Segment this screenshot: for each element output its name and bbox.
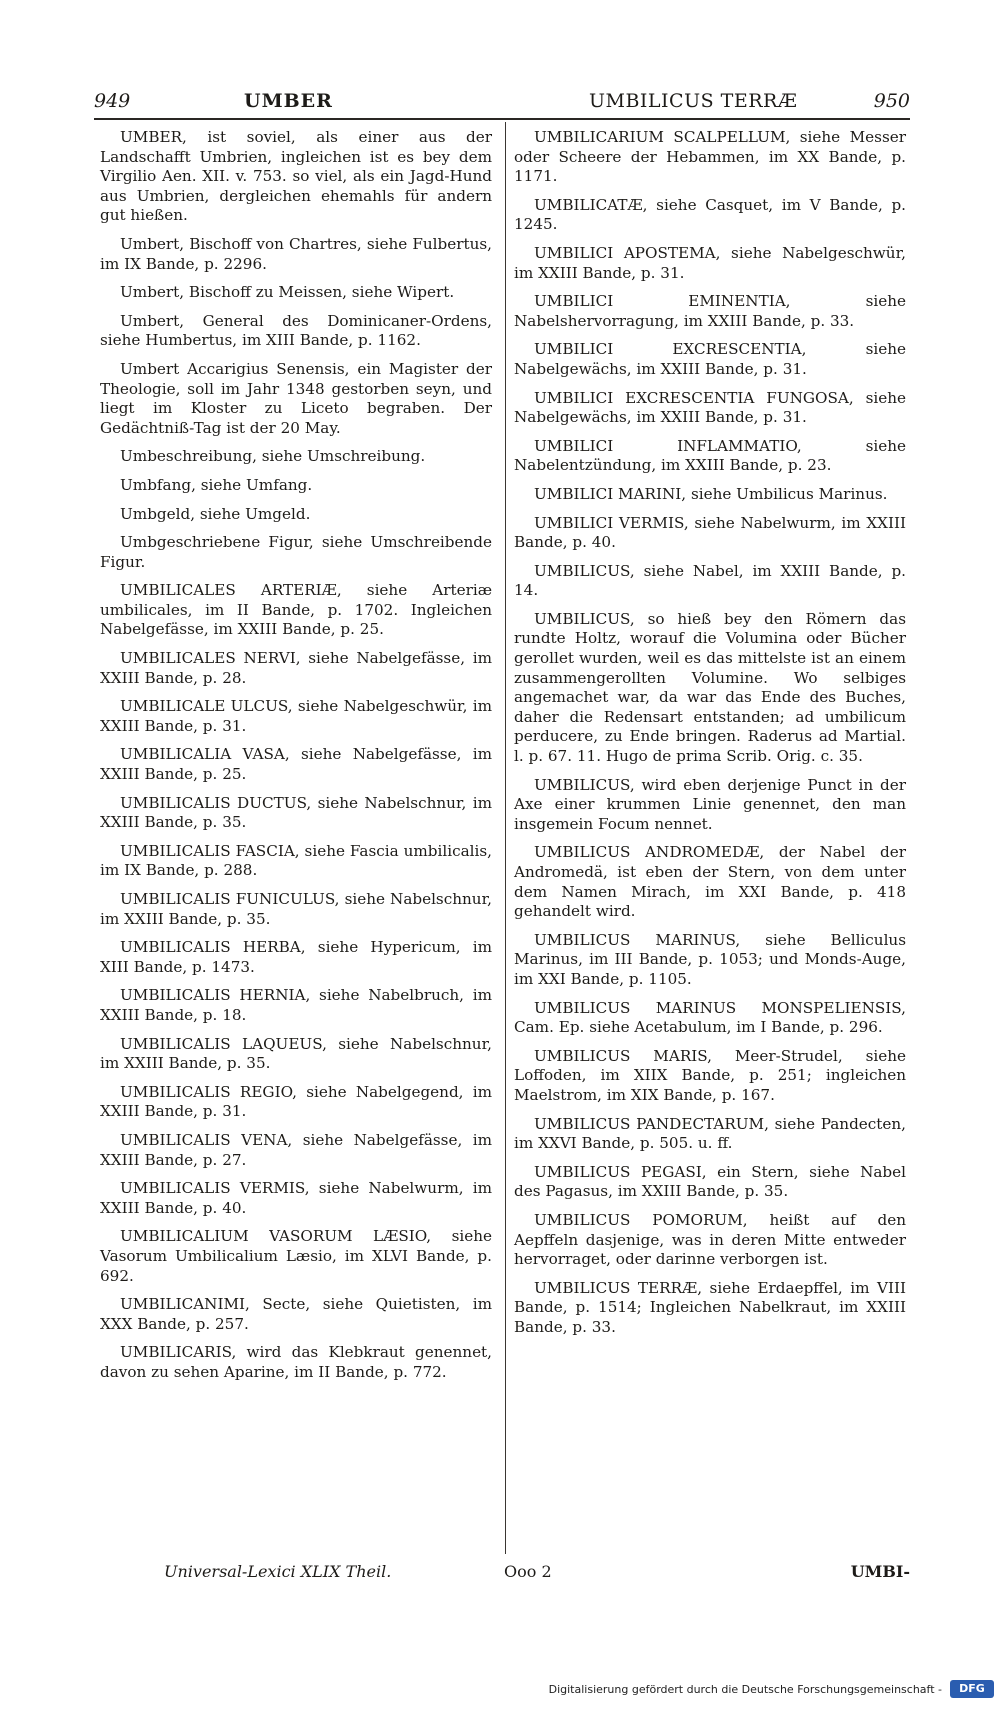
book-page (94, 80, 910, 1600)
entry-right: UMBILICI INFLAMMATIO, siehe Nabelentzündung, im XXIII Bande, p. 23. (514, 436, 906, 475)
entry-right: UMBILICI EMINENTIA, siehe Nabelshervorragung, im XXIII Bande, p. 33. (514, 292, 906, 330)
entry-right: UMBILICUS MARINUS MONSPELIENSIS, Cam. Ep. siehe Acetabulum, im I Bande, p. 296. (514, 998, 906, 1037)
running-title-left: UMBER (244, 90, 333, 112)
entry-left: UMBILICALIS REGIO, siehe Nabelgegend, im XXIII Bande, p. 31. (100, 1082, 492, 1121)
entry-right: UMBILICI VERMIS, siehe Nabelwurm, im XXIII Bande, p. 40. (514, 513, 906, 552)
running-header (94, 80, 910, 120)
entry-right: UMBILICI EXCRESCENTIA FUNGOSA, siehe Nabelgewächs, im XXIII Bande, p. 31. (514, 388, 906, 427)
entry-left: UMBILICALIS FASCIA, siehe Fascia umbilicalis, im IX Bande, p. 288. (100, 841, 492, 880)
entry-right: UMBILICUS POMORUM, heißt auf den Aepffeln dasjenige, was in deren Mitte entweder hervorraget, oder darinne verborgen ist. (514, 1210, 906, 1269)
entry-right: UMBILICUS MARIS, Meer-Strudel, siehe Loffoden, im XIIX Bande, p. 251; ingleichen Maelstrom, im XIX Bande, p. 167. (514, 1046, 906, 1104)
entry-left: UMBER, ist soviel, als einer aus der Landschafft Umbrien, ingleichen ist es bey dem Virgilio Aen. XII. v. 753. so viel, als ein Jagd-Hund aus Umbrien, dergleichen ehemahls für andern gut hießen. (100, 128, 492, 225)
entry-right: UMBILICUS, so hieß bey den Römern das rundte Holtz, worauf die Volumina oder Bücher gerollet wurden, weil es das mittelste ist an einem zusammengerollten Volumine. Wo selbiges angemachet war, da war das Ende des Buches, daher die Redensart entstanden; ad umbilicum perducere, zu Ende bringen. Raderus ad Martial. l. p. 67. 11. Hugo de prima Scrib. Orig. c. 35. (514, 609, 906, 766)
entry-right: UMBILICI APOSTEMA, siehe Nabelgeschwür, im XXIII Bande, p. 31. (514, 243, 906, 282)
page-number-right: 950 (873, 90, 910, 112)
left-column (100, 128, 492, 1391)
entry-left: Umbert, Bischoff von Chartres, siehe Fulbertus, im IX Bande, p. 2296. (100, 234, 492, 273)
digitization-credit: Digitalisierung gefördert durch die Deutsche Forschungsgemeinschaft - (548, 1683, 942, 1696)
entry-right: UMBILICUS, siehe Nabel, im XXIII Bande, p. 14. (514, 561, 906, 600)
entry-left: UMBILICALIUM VASORUM LÆSIO, siehe Vasorum Umbilicalium Læsio, im XLVI Bande, p. 692. (100, 1227, 492, 1285)
page-number-left: 949 (94, 90, 131, 112)
entry-left: Umbfang, siehe Umfang. (120, 475, 313, 494)
running-title-right: UMBILICUS TERRÆ (589, 90, 798, 112)
entry-right: UMBILICUS ANDROMEDÆ, der Nabel der Andromedä, ist eben der Stern, von dem unter dem Namen Mirach, im XXI Bande, p. 418 gehandelt wird. (514, 843, 906, 921)
entry-right: UMBILICARIUM SCALPELLUM, siehe Messer oder Scheere der Hebammen, im XX Bande, p. 1171. (514, 128, 906, 186)
entry-left: UMBILICALIS VENA, siehe Nabelgefässe, im XXIII Bande, p. 27. (100, 1130, 492, 1169)
entry-right: UMBILICUS PEGASI, ein Stern, siehe Nabel des Pagasus, im XXIII Bande, p. 35. (514, 1162, 906, 1201)
entry-left: Umbgeld, siehe Umgeld. (120, 504, 311, 523)
entry-left: UMBILICALIS HERBA, siehe Hypericum, im XIII Bande, p. 1473. (100, 938, 492, 976)
entry-left: UMBILICALIS HERNIA, siehe Nabelbruch, im XXIII Bande, p. 18. (100, 986, 492, 1024)
entry-left: Umbert, Bischoff zu Meissen, siehe Wipert. (120, 283, 455, 302)
entry-right: UMBILICI MARINI, siehe Umbilicus Marinus. (534, 484, 888, 503)
entry-right: UMBILICUS TERRÆ, siehe Erdaepffel, im VIII Bande, p. 1514; Ingleichen Nabelkraut, im XXIII Bande, p. 33. (514, 1278, 906, 1336)
header-rule (94, 118, 910, 120)
entry-left: UMBILICALIS FUNICULUS, siehe Nabelschnur, im XXIII Bande, p. 35. (100, 890, 492, 928)
entry-right: UMBILICUS MARINUS, siehe Belliculus Marinus, im III Bande, p. 1053; und Monds-Auge, im XXI Bande, p. 1105. (514, 930, 906, 988)
column-divider (505, 122, 506, 1554)
right-column (514, 128, 906, 1346)
entry-left: UMBILICALES NERVI, siehe Nabelgefässe, im XXIII Bande, p. 28. (100, 649, 492, 687)
entry-left: UMBILICALIS VERMIS, siehe Nabelwurm, im XXIII Bande, p. 40. (100, 1179, 492, 1217)
entry-left: UMBILICALIA VASA, siehe Nabelgefässe, im XXIII Bande, p. 25. (100, 745, 492, 784)
entry-right: UMBILICUS PANDECTARUM, siehe Pandecten, im XXVI Bande, p. 505. u. ff. (514, 1114, 906, 1153)
dfg-logo-icon[interactable]: DFG (950, 1680, 994, 1698)
entry-right: UMBILICUS, wird eben derjenige Punct in der Axe einer krummen Linie genennet, den man insgemein Focum nennet. (514, 775, 906, 833)
entry-right: UMBILICI EXCRESCENTIA, siehe Nabelgewächs, im XXIII Bande, p. 31. (514, 340, 906, 378)
entry-right: UMBILICATÆ, siehe Casquet, im V Bande, p. 1245. (514, 195, 906, 234)
entry-left: UMBILICALIS LAQUEUS, siehe Nabelschnur, im XXIII Bande, p. 35. (100, 1034, 492, 1073)
entry-left: Umbert Accarigius Senensis, ein Magister der Theologie, soll im Jahr 1348 gestorben seyn, und liegt im Kloster zu Liceto begraben. Der Gedächtniß-Tag ist der 20 May. (100, 359, 492, 437)
entry-left: UMBILICALES ARTERIÆ, siehe Arteriæ umbilicales, im II Bande, p. 1702. Ingleichen Nabelgefässe, im XXIII Bande, p. 25. (100, 581, 492, 639)
entry-left: UMBILICALIS DUCTUS, siehe Nabelschnur, im XXIII Bande, p. 35. (100, 793, 492, 832)
entry-left: UMBILICARIS, wird das Klebkraut genennet, davon zu sehen Aparine, im II Bande, p. 772. (100, 1343, 492, 1381)
entry-left: Umbgeschriebene Figur, siehe Umschreibende Figur. (100, 533, 492, 571)
page-footer (94, 1558, 910, 1590)
entry-left: Umbert, General des Dominicaner-Ordens, siehe Humbertus, im XIII Bande, p. 1162. (100, 311, 492, 350)
gathering-mark: Ooo 2 (504, 1562, 552, 1581)
entry-left: Umbeschreibung, siehe Umschreibung. (120, 447, 426, 466)
catchword: UMBI- (850, 1562, 910, 1581)
entry-left: UMBILICANIMI, Secte, siehe Quietisten, im XXX Bande, p. 257. (100, 1295, 492, 1333)
signature-line: Universal-Lexici XLIX Theil. (164, 1562, 392, 1581)
entry-left: UMBILICALE ULCUS, siehe Nabelgeschwür, im XXIII Bande, p. 31. (100, 697, 492, 735)
